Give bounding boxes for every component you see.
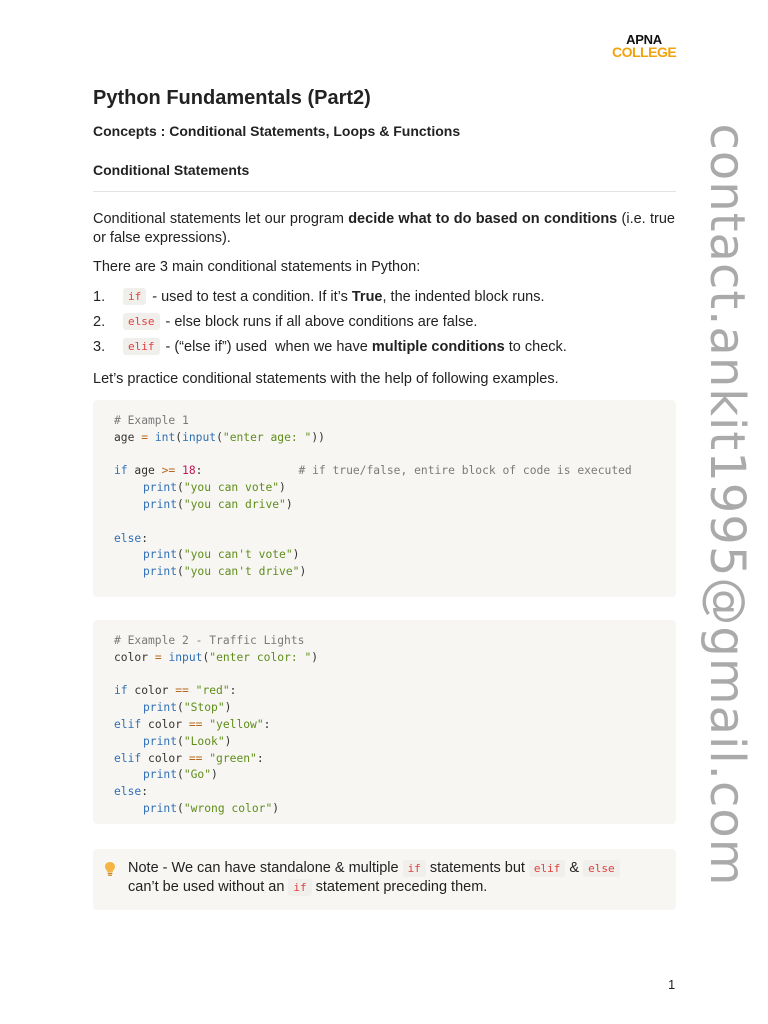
code-fn: print <box>143 565 178 579</box>
code-string: "Stop" <box>183 701 225 715</box>
code-keyword: elif <box>114 751 142 765</box>
code-line <box>114 801 655 818</box>
code-punct: ) <box>211 768 218 782</box>
logo-line-1: APNA <box>626 32 662 47</box>
code-var: age <box>127 464 162 478</box>
section-heading: Conditional Statements <box>93 162 250 178</box>
code-string: "enter age: " <box>222 430 312 444</box>
code-punct: : <box>141 785 149 799</box>
code-punct: : <box>141 531 149 545</box>
list-item-elif <box>93 334 675 359</box>
code-block-example-1 <box>93 400 676 597</box>
inline-code-if: if <box>123 288 146 305</box>
code-line <box>114 784 655 801</box>
note-text: statement preceding them. <box>315 879 488 895</box>
practice-text: Let’s practice conditional statements with the help of following examples. <box>93 371 559 387</box>
inline-code-else: else <box>123 313 160 330</box>
email-watermark: contact.ankit1995@gmail.com <box>699 123 755 887</box>
code-string: "Go" <box>183 768 212 782</box>
inline-code-if: if <box>403 860 426 877</box>
code-punct: ) <box>299 565 307 579</box>
code-punct: ) <box>279 481 286 495</box>
code-string: "red" <box>195 684 230 698</box>
code-line <box>114 700 655 717</box>
code-keyword: if <box>114 464 128 478</box>
note-line-2 <box>128 878 664 897</box>
note-line-1 <box>128 859 664 878</box>
code-comment: # Example 2 - Traffic Lights <box>114 634 305 647</box>
intro-text-end: (i.e. true or false expressions). <box>93 211 675 246</box>
code-punct: ( <box>177 497 184 511</box>
code-line <box>114 767 655 784</box>
code-var: color <box>114 650 155 664</box>
code-space <box>189 684 196 697</box>
code-punct: ) <box>285 497 293 511</box>
code-line <box>114 650 655 667</box>
code-punct: ( <box>177 565 184 579</box>
list-item-if <box>93 284 675 309</box>
code-line <box>114 734 655 751</box>
code-punct: : <box>195 464 203 478</box>
code-string: "you can't vote" <box>183 548 293 562</box>
code-punct: ( <box>177 734 184 748</box>
page-subtitle: Concepts : Conditional Statements, Loops & Functions <box>93 123 461 139</box>
intro-bold: decide what to do based on conditions <box>348 211 618 227</box>
list-text: - used to test a condition. If it’s <box>152 288 352 305</box>
code-line <box>114 480 655 497</box>
code-fn: int <box>154 430 176 444</box>
list-text: - else block runs if all above conditions are false. <box>165 313 478 330</box>
lightbulb-icon <box>103 861 117 877</box>
inline-code-if: if <box>288 879 311 896</box>
code-keyword: if <box>114 684 128 698</box>
apna-college-logo <box>612 33 676 59</box>
note-text: can’t be used without an <box>128 879 285 895</box>
list-text-end: , the indented block runs. <box>382 288 545 305</box>
code-line <box>114 717 655 734</box>
code-comment: # Example 1 <box>114 414 189 427</box>
list-text: - (“else if”) used when we have <box>165 338 372 355</box>
code-op: == <box>188 751 203 765</box>
code-punct: : <box>263 717 271 731</box>
code-comment: # if true/false, entire block of code is executed <box>298 464 632 478</box>
code-punct: ) <box>224 701 232 715</box>
code-line <box>114 430 655 447</box>
code-fn: print <box>143 481 178 495</box>
code-string: "you can't drive" <box>183 565 300 579</box>
code-string: "wrong color" <box>183 801 273 815</box>
note-text: & <box>569 860 580 876</box>
code-keyword: else <box>114 785 142 799</box>
code-string: "you can drive" <box>183 497 286 511</box>
code-line <box>114 497 655 514</box>
code-punct: ( <box>177 548 184 562</box>
code-fn: print <box>143 497 178 511</box>
code-string: "yellow" <box>209 717 264 731</box>
code-var: color <box>127 684 176 698</box>
page-number: 1 <box>668 977 676 992</box>
code-number: 18 <box>182 464 196 478</box>
inline-code-elif: elif <box>123 338 160 355</box>
code-fn: print <box>143 801 178 815</box>
code-var: color <box>141 717 189 731</box>
code-op: = <box>141 430 149 444</box>
code-fn: print <box>143 701 178 715</box>
code-punct: : <box>256 751 264 765</box>
code-var: age <box>114 430 142 444</box>
intro-text: Conditional statements let our program <box>93 211 349 227</box>
list-item-else <box>93 309 675 334</box>
code-line <box>114 413 655 430</box>
code-punct: )) <box>311 430 325 444</box>
code-op: == <box>188 717 203 731</box>
intro-paragraph <box>93 210 675 248</box>
code-punct: ( <box>177 801 184 815</box>
code-line <box>114 633 655 650</box>
code-line <box>114 564 655 581</box>
code-fn: input <box>168 650 203 664</box>
code-fn: print <box>143 768 178 782</box>
code-line <box>114 683 655 700</box>
code-line <box>114 531 655 548</box>
logo-line-2: COLLEGE <box>612 44 677 60</box>
code-op: == <box>175 684 189 698</box>
note-text: Note - We can have standalone & multiple <box>128 860 399 876</box>
code-punct: ( <box>177 481 184 495</box>
code-keyword: else <box>114 531 142 545</box>
code-string: "you can vote" <box>183 481 280 495</box>
code-fn: print <box>143 734 178 748</box>
code-line <box>114 547 655 564</box>
list-number: 3. <box>93 338 106 355</box>
code-string: "Look" <box>183 734 225 748</box>
code-op: >= <box>161 464 176 478</box>
code-string: "enter color: " <box>209 650 312 664</box>
list-text-end: to check. <box>504 338 567 355</box>
code-punct: : <box>229 684 237 698</box>
code-punct: ) <box>224 734 232 748</box>
code-punct: ( <box>202 650 210 664</box>
note-callout <box>93 849 676 910</box>
code-punct: ( <box>216 430 223 444</box>
inline-code-else: else <box>583 860 620 877</box>
code-punct: ) <box>272 801 280 815</box>
list-number: 1. <box>93 288 106 305</box>
note-text: statements but <box>429 860 525 876</box>
code-fn: input <box>182 430 217 444</box>
page-title: Python Fundamentals (Part2) <box>93 87 371 109</box>
code-line <box>114 751 655 768</box>
code-block-example-2 <box>93 620 676 824</box>
code-punct: ) <box>292 548 300 562</box>
code-punct: ( <box>175 430 183 444</box>
conditional-list <box>93 284 675 359</box>
code-fn: print <box>143 548 178 562</box>
code-string: "green" <box>209 751 257 765</box>
code-keyword: elif <box>114 717 142 731</box>
list-bold: multiple conditions <box>371 338 505 355</box>
list-number: 2. <box>93 313 106 330</box>
code-punct: ( <box>177 701 184 715</box>
code-punct: ( <box>177 768 184 782</box>
code-punct: ) <box>311 650 319 664</box>
section-divider <box>93 191 676 192</box>
code-var: color <box>141 751 189 765</box>
code-line <box>114 463 655 480</box>
code-op: = <box>154 650 162 664</box>
inline-code-elif: elif <box>529 860 566 877</box>
list-intro: There are 3 main conditional statements in Python: <box>93 259 421 275</box>
list-bold: True <box>351 288 383 305</box>
